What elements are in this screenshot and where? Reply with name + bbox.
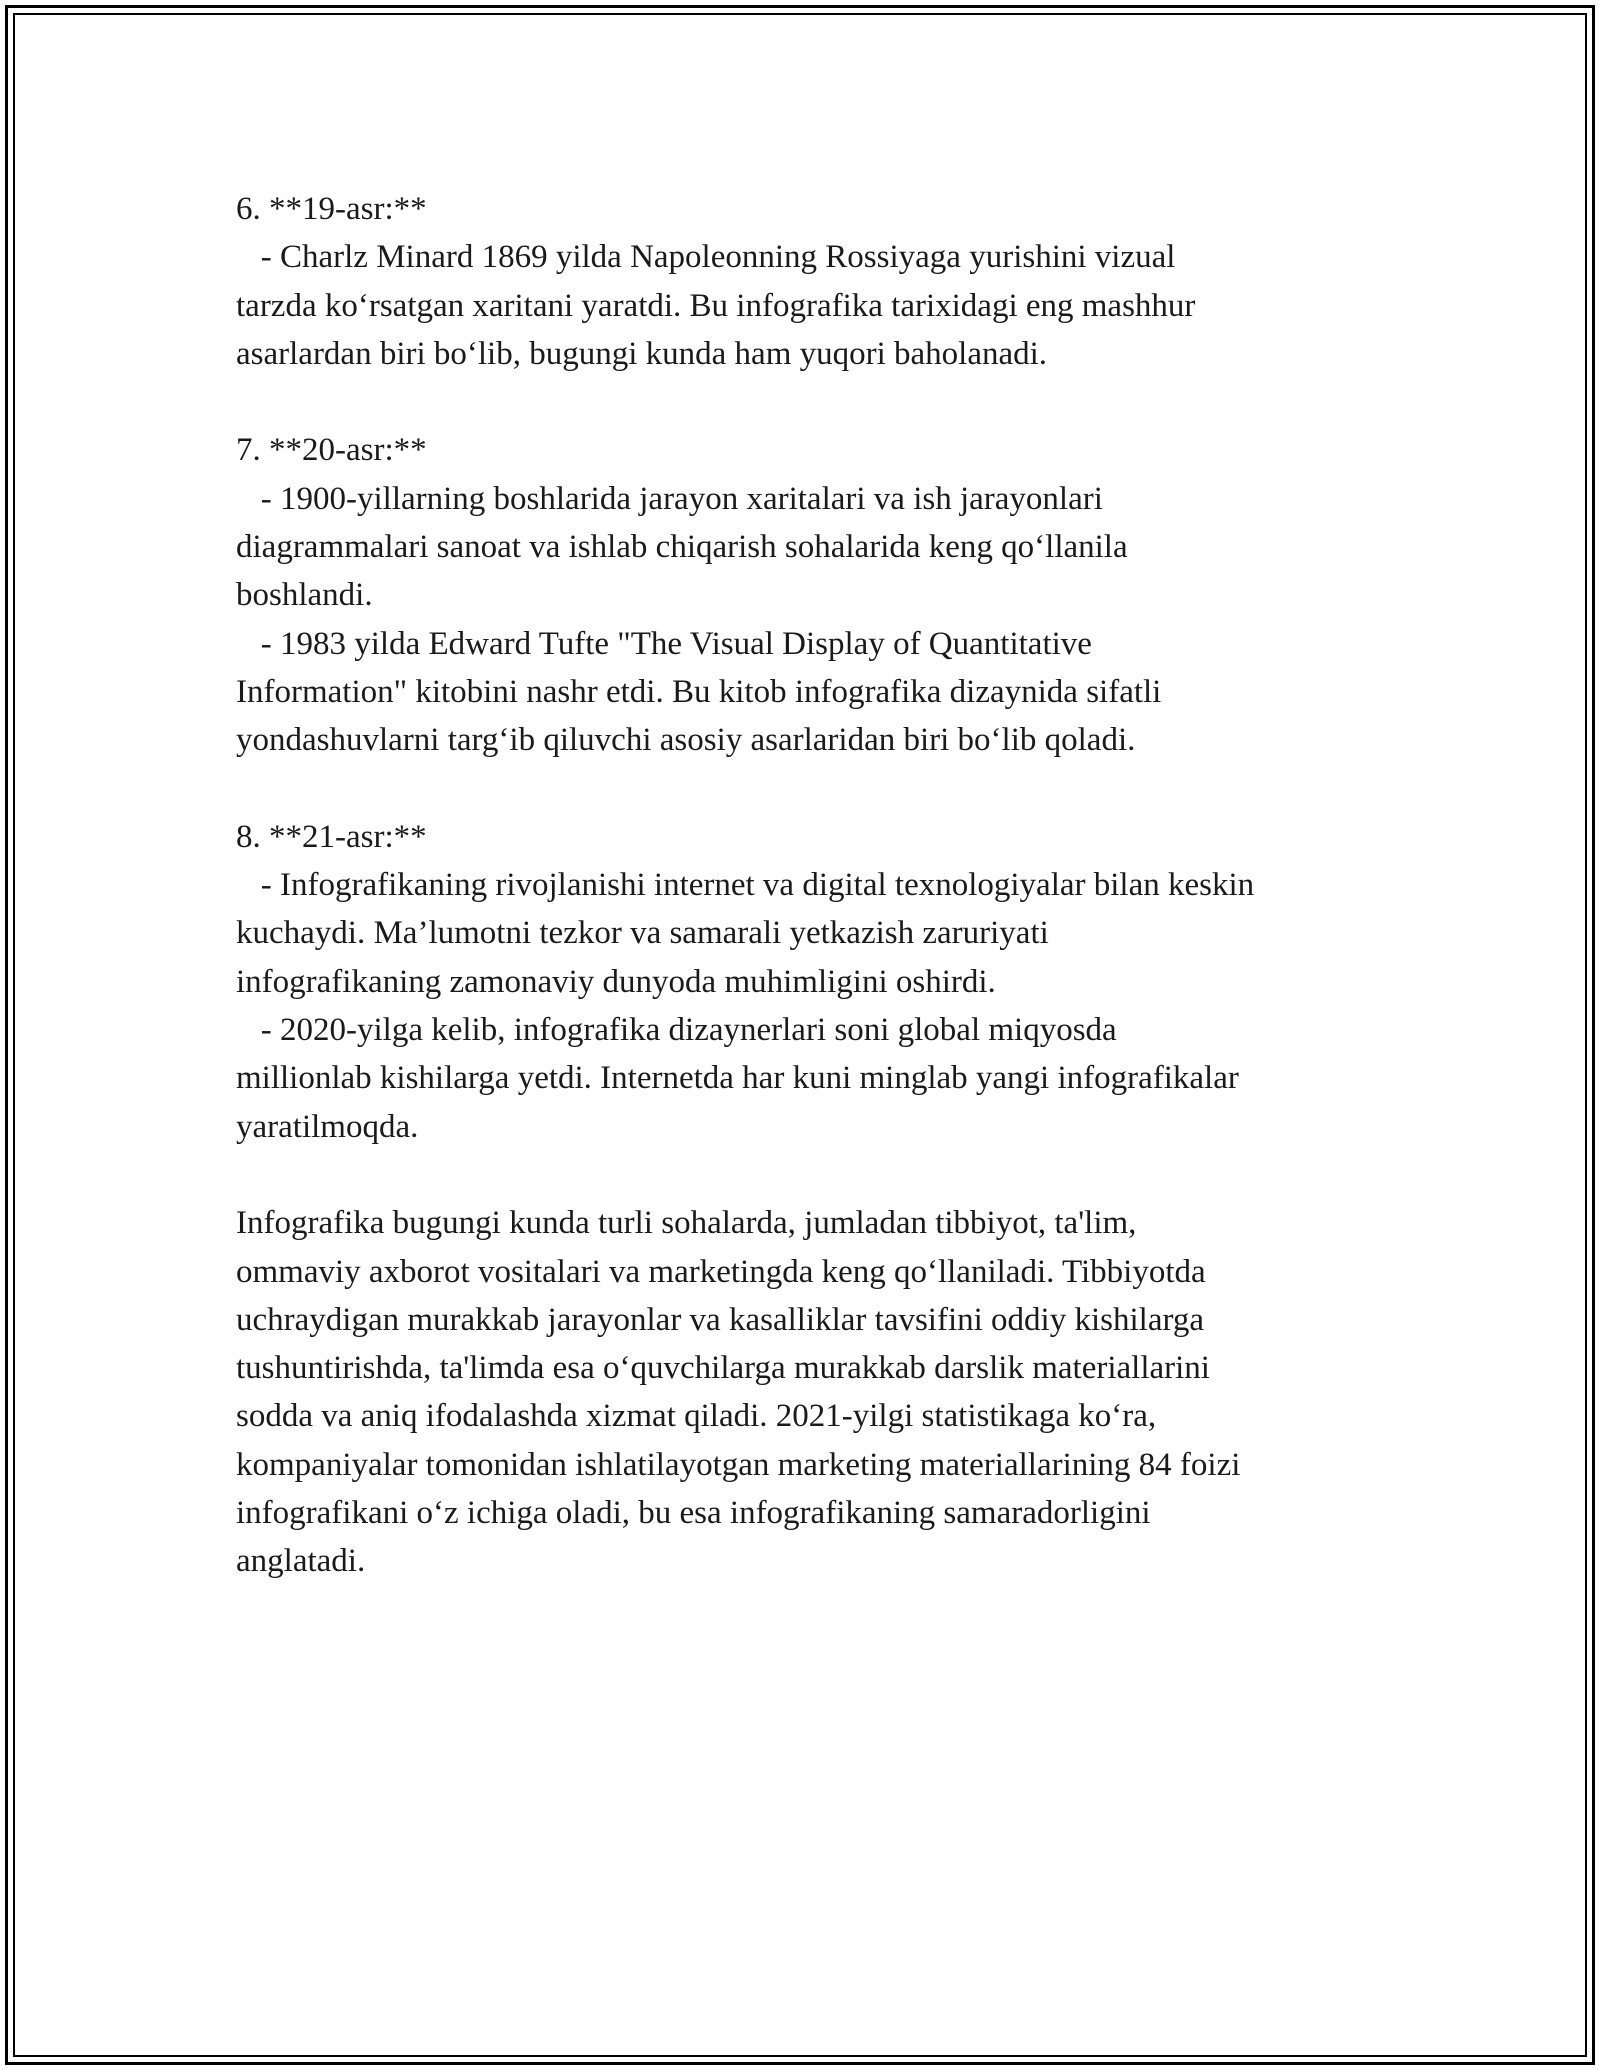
text-line: yondashuvlarni targ‘ib qiluvchi asosiy asarlaridan biri bo‘lib qoladi. — [236, 722, 1136, 759]
text-line: diagrammalari sanoat va ishlab chiqarish sohalarida keng qo‘llanila — [236, 529, 1128, 566]
blank-line — [236, 1151, 1396, 1199]
text-line: yaratilmoqda. — [236, 1108, 419, 1145]
text-line: - 2020-yilga kelib, infografika dizaynerlari soni global miqyosda — [236, 1012, 1117, 1049]
text-line: - 1900-yillarning boshlarida jarayon xaritalari va ish jarayonlari — [236, 480, 1103, 517]
blank-line — [236, 765, 1396, 813]
text-line: - 1983 yilda Edward Tufte "The Visual Display of Quantitative — [236, 625, 1092, 662]
paragraph-line: infografikani o‘z ichiga oladi, bu esa infografikaning samaradorligini — [236, 1495, 1151, 1532]
text-line: tarzda ko‘rsatgan xaritani yaratdi. Bu infografika tarixidagi eng mashhur — [236, 287, 1196, 324]
heading-19th-century: 6. **19-asr:** — [236, 191, 427, 227]
document-body — [236, 185, 1396, 1586]
text-line: - Infografikaning rivojlanishi internet va digital texnologiyalar bilan keskin — [236, 867, 1255, 904]
text-line: kuchaydi. Ma’lumotni tezkor va samarali yetkazish zaruriyati — [236, 915, 1049, 952]
heading-20th-century: 7. **20-asr:** — [236, 432, 427, 469]
paragraph-line: anglatadi. — [236, 1543, 366, 1580]
paragraph-line: ommaviy axborot vositalari va marketingda keng qo‘llaniladi. Tibbiyotda — [236, 1253, 1206, 1290]
paragraph-line: Infografika bugungi kunda turli sohalarda, jumladan tibbiyot, ta'lim, — [236, 1205, 1137, 1242]
text-line: - Charlz Minard 1869 yilda Napoleonning Rossiyaga yurishini vizual — [236, 239, 1176, 276]
paragraph-line: kompaniyalar tomonidan ishlatilayotgan marketing materiallarining 84 foizi — [236, 1446, 1241, 1483]
text-line: boshlandi. — [236, 577, 373, 614]
text-line: asarlardan biri bo‘lib, bugungi kunda ham yuqori baholanadi. — [236, 335, 1048, 372]
text-line: millionlab kishilarga yetdi. Internetda har kuni minglab yangi infografikalar — [236, 1060, 1239, 1097]
blank-line — [236, 378, 1396, 426]
paragraph-line: tushuntirishda, ta'limda esa o‘quvchilarga murakkab darslik materiallarini — [236, 1350, 1210, 1387]
heading-21st-century: 8. **21-asr:** — [236, 818, 427, 855]
paragraph-line: sodda va aniq ifodalashda xizmat qiladi. 2021-yilgi statistikaga ko‘ra, — [236, 1398, 1157, 1435]
paragraph-line: uchraydigan murakkab jarayonlar va kasalliklar tavsifini oddiy kishilarga — [236, 1301, 1205, 1338]
text-line: Information" kitobini nashr etdi. Bu kitob infografika dizaynida sifatli — [236, 673, 1162, 710]
text-line: infografikaning zamonaviy dunyoda muhimligini oshirdi. — [236, 963, 996, 1000]
